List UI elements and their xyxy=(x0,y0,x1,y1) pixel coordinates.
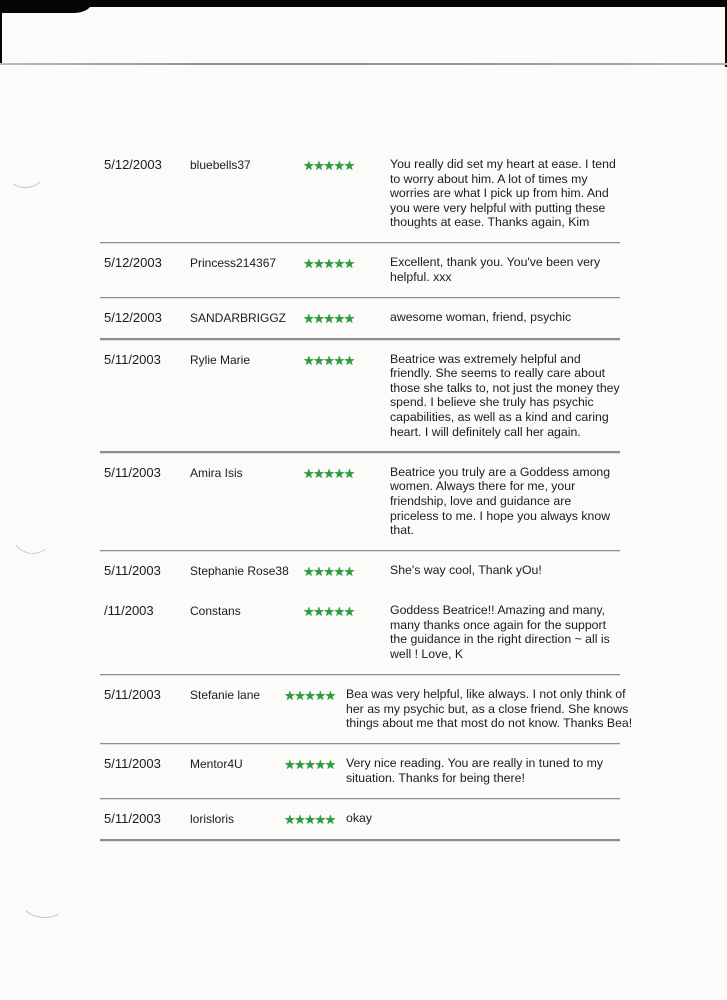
scan-corner-blob xyxy=(0,0,92,13)
reviews-list xyxy=(0,157,727,853)
review-text: Beatrice you truly are a Goddess among women. Always there for me, your friendship, love and guidance are priceless to me. I hope you always know that. xyxy=(390,464,611,538)
star-rating: ★★★★★ xyxy=(303,465,354,481)
star-rating: ★★★★★ xyxy=(303,256,354,272)
review-username: Mentor4U xyxy=(190,757,243,772)
review-text: awesome woman, friend, psychic xyxy=(390,310,572,325)
review-text: You really did set my heart at ease. I tend to worry about him. A lot of times my worries are what I pick up from him. And you were very helpful with putting these thoughts at ease. Thanks again, Kim xyxy=(390,157,616,230)
review-date: 5/12/2003 xyxy=(104,310,162,326)
review-text: She's way cool, Thank yOu! xyxy=(390,563,542,578)
star-rating: ★★★★★ xyxy=(303,604,354,620)
star-rating: ★★★★★ xyxy=(284,812,335,828)
review-text: Beatrice was extremely helpful and friendly. She seems to really care about those she talks to, not just the money they spend. I believe she truly has psychic capabilities, as well as a kind and caring heart. I will definitely call her again. xyxy=(390,351,620,439)
row-divider xyxy=(100,743,620,745)
row-divider xyxy=(100,839,620,841)
review-row xyxy=(0,603,727,661)
review-username: bluebells37 xyxy=(190,158,251,172)
scan-top-black-bar xyxy=(0,0,727,7)
review-row xyxy=(0,687,727,731)
review-date: 5/12/2003 xyxy=(104,255,162,271)
row-divider xyxy=(100,798,620,800)
review-date: 5/11/2003 xyxy=(104,563,161,579)
review-date: 5/11/2003 xyxy=(104,687,161,703)
row-divider xyxy=(100,451,620,453)
scan-artifact-arc xyxy=(20,886,67,920)
review-username: Constans xyxy=(190,604,241,619)
review-date: 5/11/2003 xyxy=(104,756,161,772)
review-date: /11/2003 xyxy=(104,603,154,619)
review-username: Amira Isis xyxy=(190,465,243,480)
review-username: Rylie Marie xyxy=(190,352,251,367)
review-username: Stephanie Rose38 xyxy=(190,564,289,579)
review-row xyxy=(0,352,727,440)
scan-left-edge xyxy=(0,0,2,65)
review-date: 5/12/2003 xyxy=(104,157,162,172)
star-rating: ★★★★★ xyxy=(284,757,335,773)
star-rating: ★★★★★ xyxy=(303,564,354,580)
review-text: okay xyxy=(346,811,372,826)
row-divider xyxy=(100,550,620,552)
review-text: Excellent, thank you. You've been very helpful. xxx xyxy=(390,255,601,285)
review-username: SANDARBRIGGZ xyxy=(190,311,287,326)
review-date: 5/11/2003 xyxy=(104,464,161,480)
review-username: Princess214367 xyxy=(190,256,277,271)
star-rating: ★★★★★ xyxy=(303,352,354,368)
row-divider xyxy=(100,297,620,299)
review-text: Very nice reading. You are really in tuned to my situation. Thanks for being there! xyxy=(346,756,604,785)
page-edge-line xyxy=(0,63,727,65)
review-row xyxy=(0,157,727,230)
star-rating: ★★★★★ xyxy=(303,311,354,327)
review-date: 5/11/2003 xyxy=(104,811,161,827)
review-text: Bea was very helpful, like always. I not only think of her as my psychic but, as a close friend. She knows things about me that most do not know. Thanks Bea! xyxy=(346,687,633,731)
review-text: Goddess Beatrice!! Amazing and many, many thanks once again for the support the guidance in the right direction ~ all is well ! Love, K xyxy=(390,603,610,661)
row-divider xyxy=(100,242,620,244)
row-divider xyxy=(100,338,620,340)
star-rating: ★★★★★ xyxy=(303,158,354,173)
review-username: Stefanie lane xyxy=(190,688,261,703)
review-row xyxy=(0,756,727,785)
review-row xyxy=(0,563,727,579)
row-divider xyxy=(100,674,620,676)
review-row xyxy=(0,811,727,827)
review-row xyxy=(0,465,727,538)
star-rating: ★★★★★ xyxy=(284,688,335,704)
review-row xyxy=(0,310,727,326)
review-date: 5/11/2003 xyxy=(104,351,161,367)
review-username: lorisloris xyxy=(190,812,235,827)
review-row xyxy=(0,255,727,284)
